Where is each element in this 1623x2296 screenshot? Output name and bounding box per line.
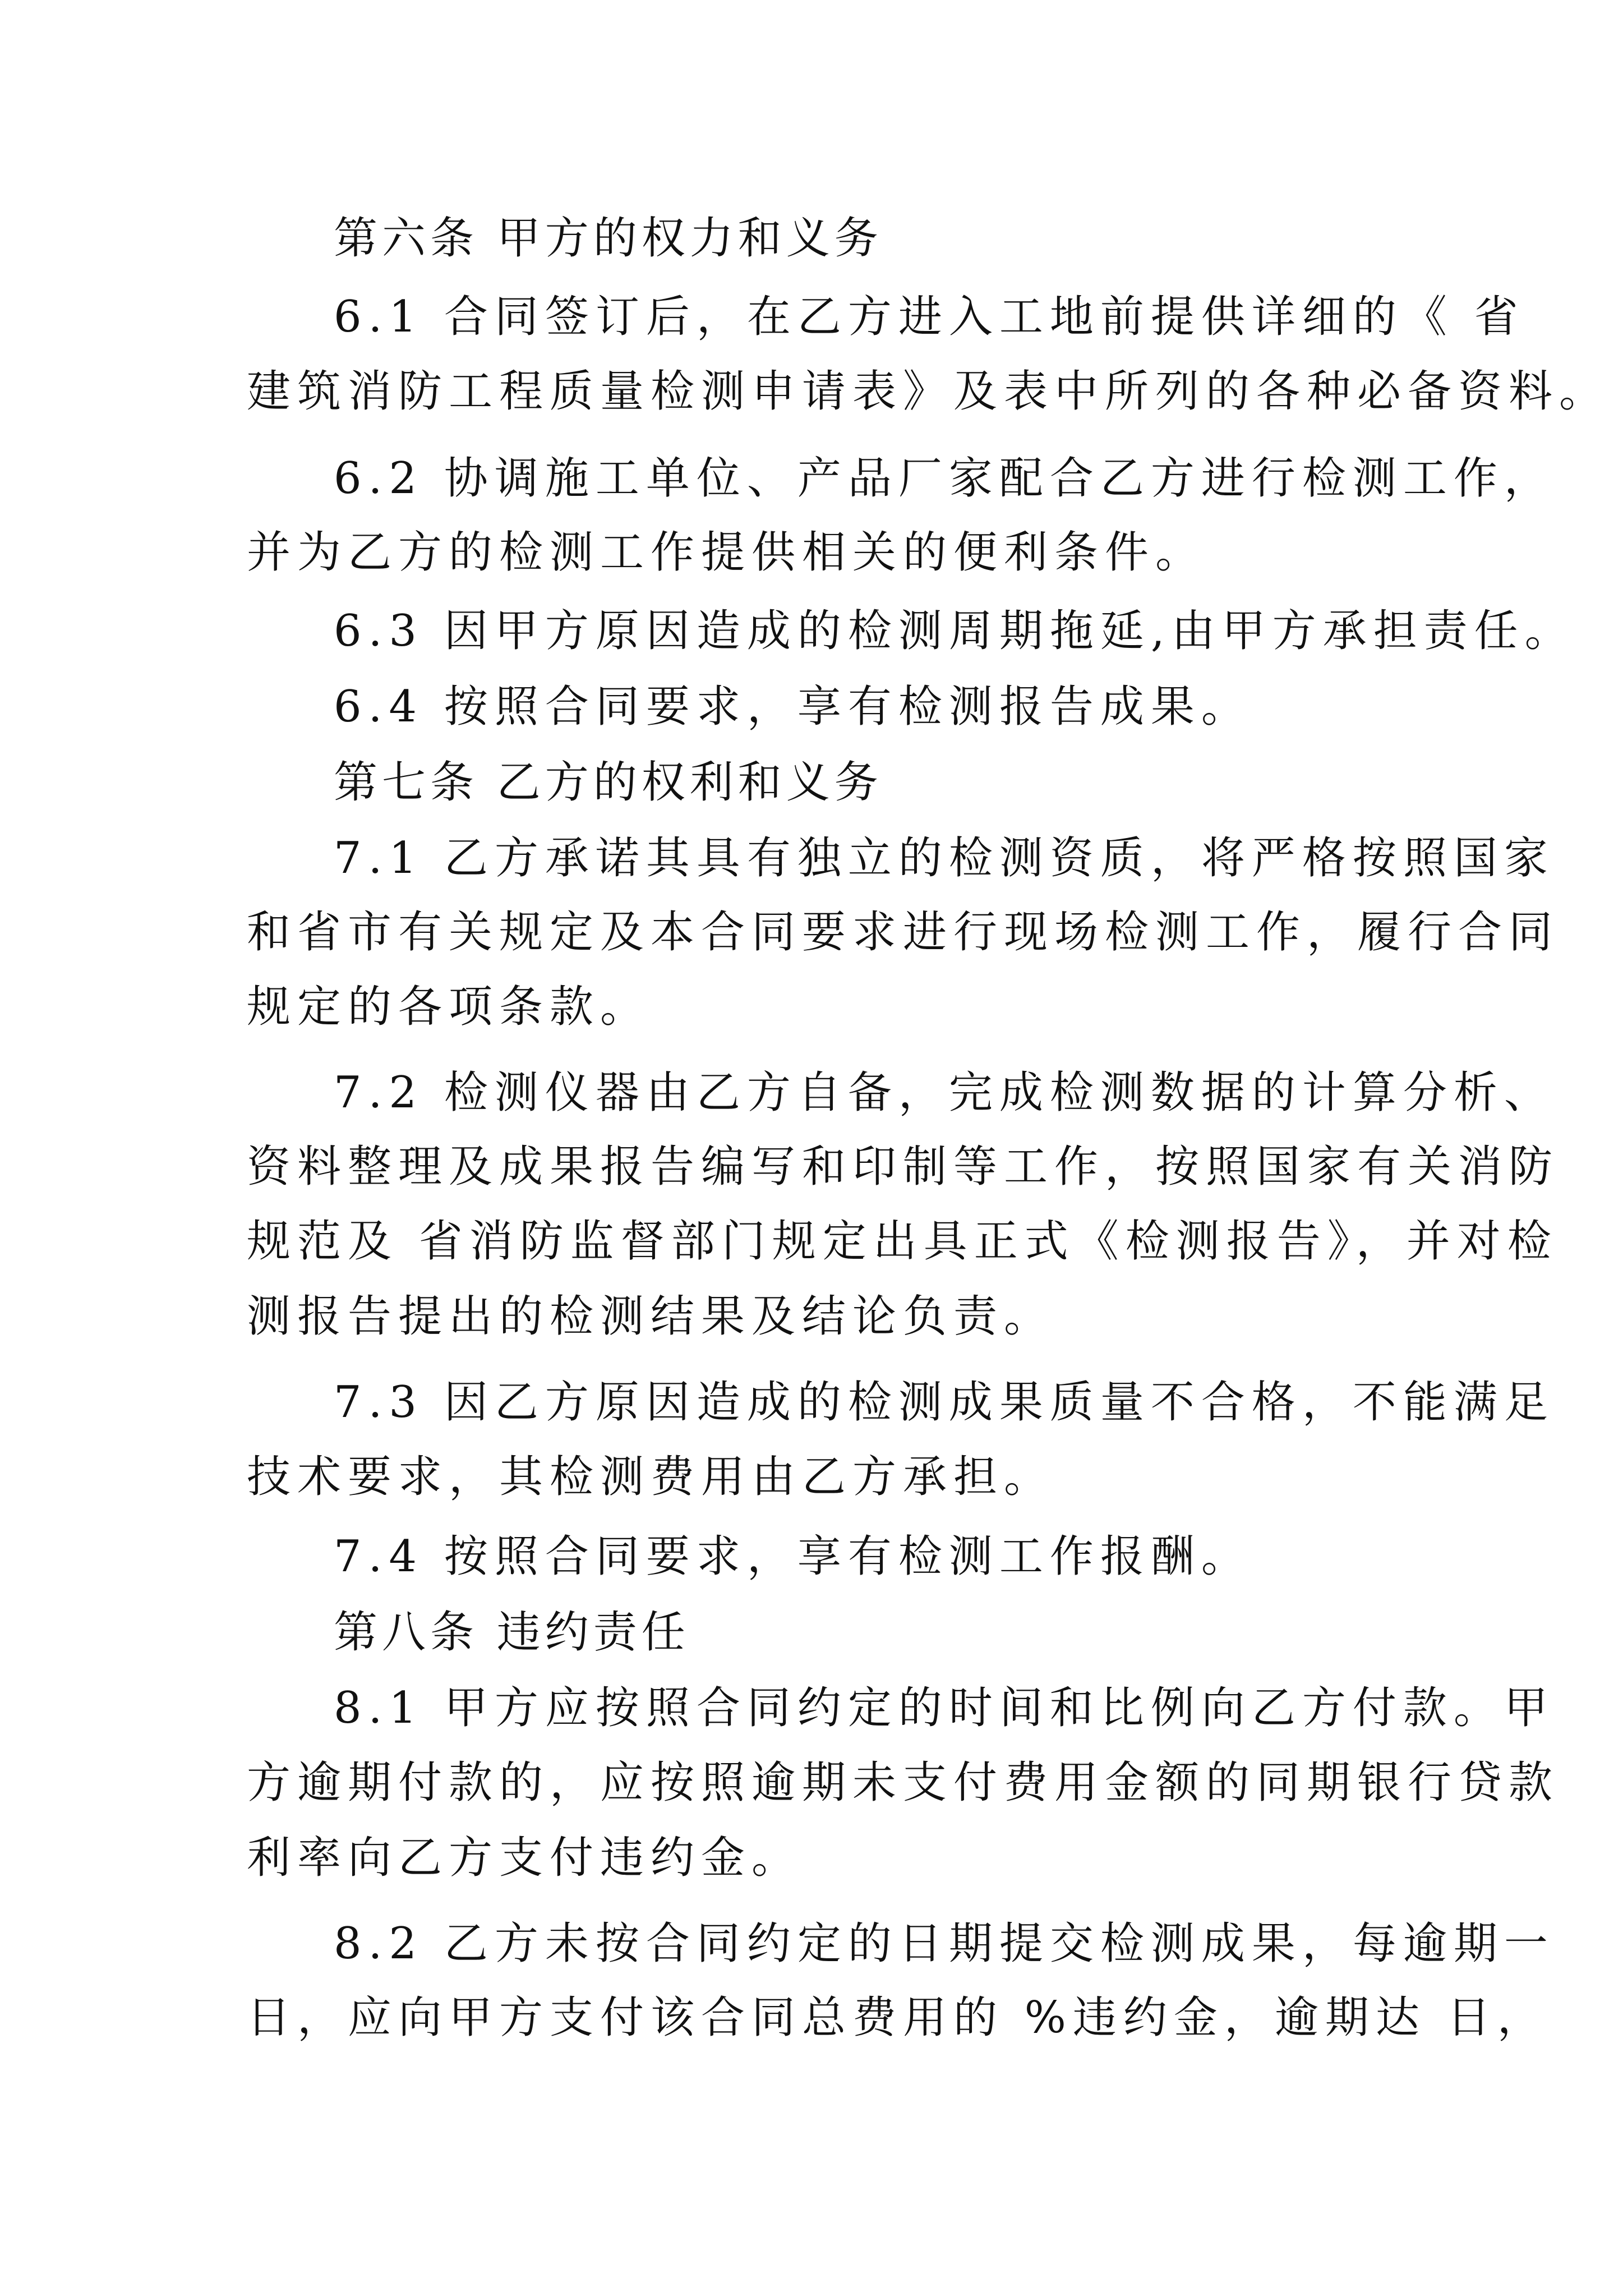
article-7-heading: 第七条 乙方的权利和义务 <box>334 757 883 808</box>
clause-6-3: 6.3 因甲方原因造成的检测周期拖延,由甲方承担责任。 <box>334 606 1575 656</box>
article-6-heading: 第六条 甲方的权力和义务 <box>334 213 883 264</box>
clause-7-3-line-1: 7.3 因乙方原因造成的检测成果质量不合格，不能满足 <box>334 1377 1555 1428</box>
clause-7-4: 7.4 按照合同要求，享有检测工作报酬。 <box>334 1531 1252 1582</box>
clause-7-1-line-1: 7.1 乙方承诺其具有独立的检测资质，将严格按照国家 <box>334 833 1555 884</box>
clause-7-3-line-2: 技术要求，其检测费用由乙方承担。 <box>247 1452 1055 1502</box>
clause-8-1-line-1: 8.1 甲方应按照合同约定的时间和比例向乙方付款。甲 <box>334 1683 1555 1733</box>
clause-6-4: 6.4 按照合同要求，享有检测报告成果。 <box>334 682 1252 732</box>
clause-7-2-line-2: 资料整理及成果报告编写和印制等工作，按照国家有关消防 <box>247 1142 1560 1192</box>
clause-6-1-line-1: 6.1 合同签订后，在乙方进入工地前提供详细的《 省 <box>334 292 1525 342</box>
clause-6-2-line-1: 6.2 协调施工单位、产品厂家配合乙方进行检测工作， <box>334 453 1555 504</box>
clause-6-1-line-2: 建筑消防工程质量检测申请表》及表中所列的各种必备资料。 <box>247 366 1610 417</box>
clause-7-1-line-2: 和省市有关规定及本合同要求进行现场检测工作，履行合同 <box>247 907 1560 958</box>
clause-8-2-line-2: 日，应向甲方支付该合同总费用的 %违约金，逾期达 日， <box>247 1993 1548 2043</box>
clause-7-2-line-4: 测报告提出的检测结果及结论负责。 <box>247 1291 1055 1342</box>
clause-7-2-line-1: 7.2 检测仪器由乙方自备，完成检测数据的计算分析、 <box>334 1068 1555 1118</box>
clause-8-1-line-3: 利率向乙方支付违约金。 <box>247 1833 803 1883</box>
clause-6-2-line-2: 并为乙方的检测工作提供相关的便利条件。 <box>247 527 1206 578</box>
clause-7-2-line-3: 规范及 省消防监督部门规定出具正式《检测报告》，并对检 <box>247 1216 1558 1267</box>
clause-7-1-line-3: 规定的各项条款。 <box>247 982 651 1032</box>
article-8-heading: 第八条 违约责任 <box>334 1607 690 1658</box>
clause-8-2-line-1: 8.2 乙方未按合同约定的日期提交检测成果，每逾期一 <box>334 1918 1555 1969</box>
clause-8-1-line-2: 方逾期付款的，应按照逾期未支付费用金额的同期银行贷款 <box>247 1757 1560 1808</box>
